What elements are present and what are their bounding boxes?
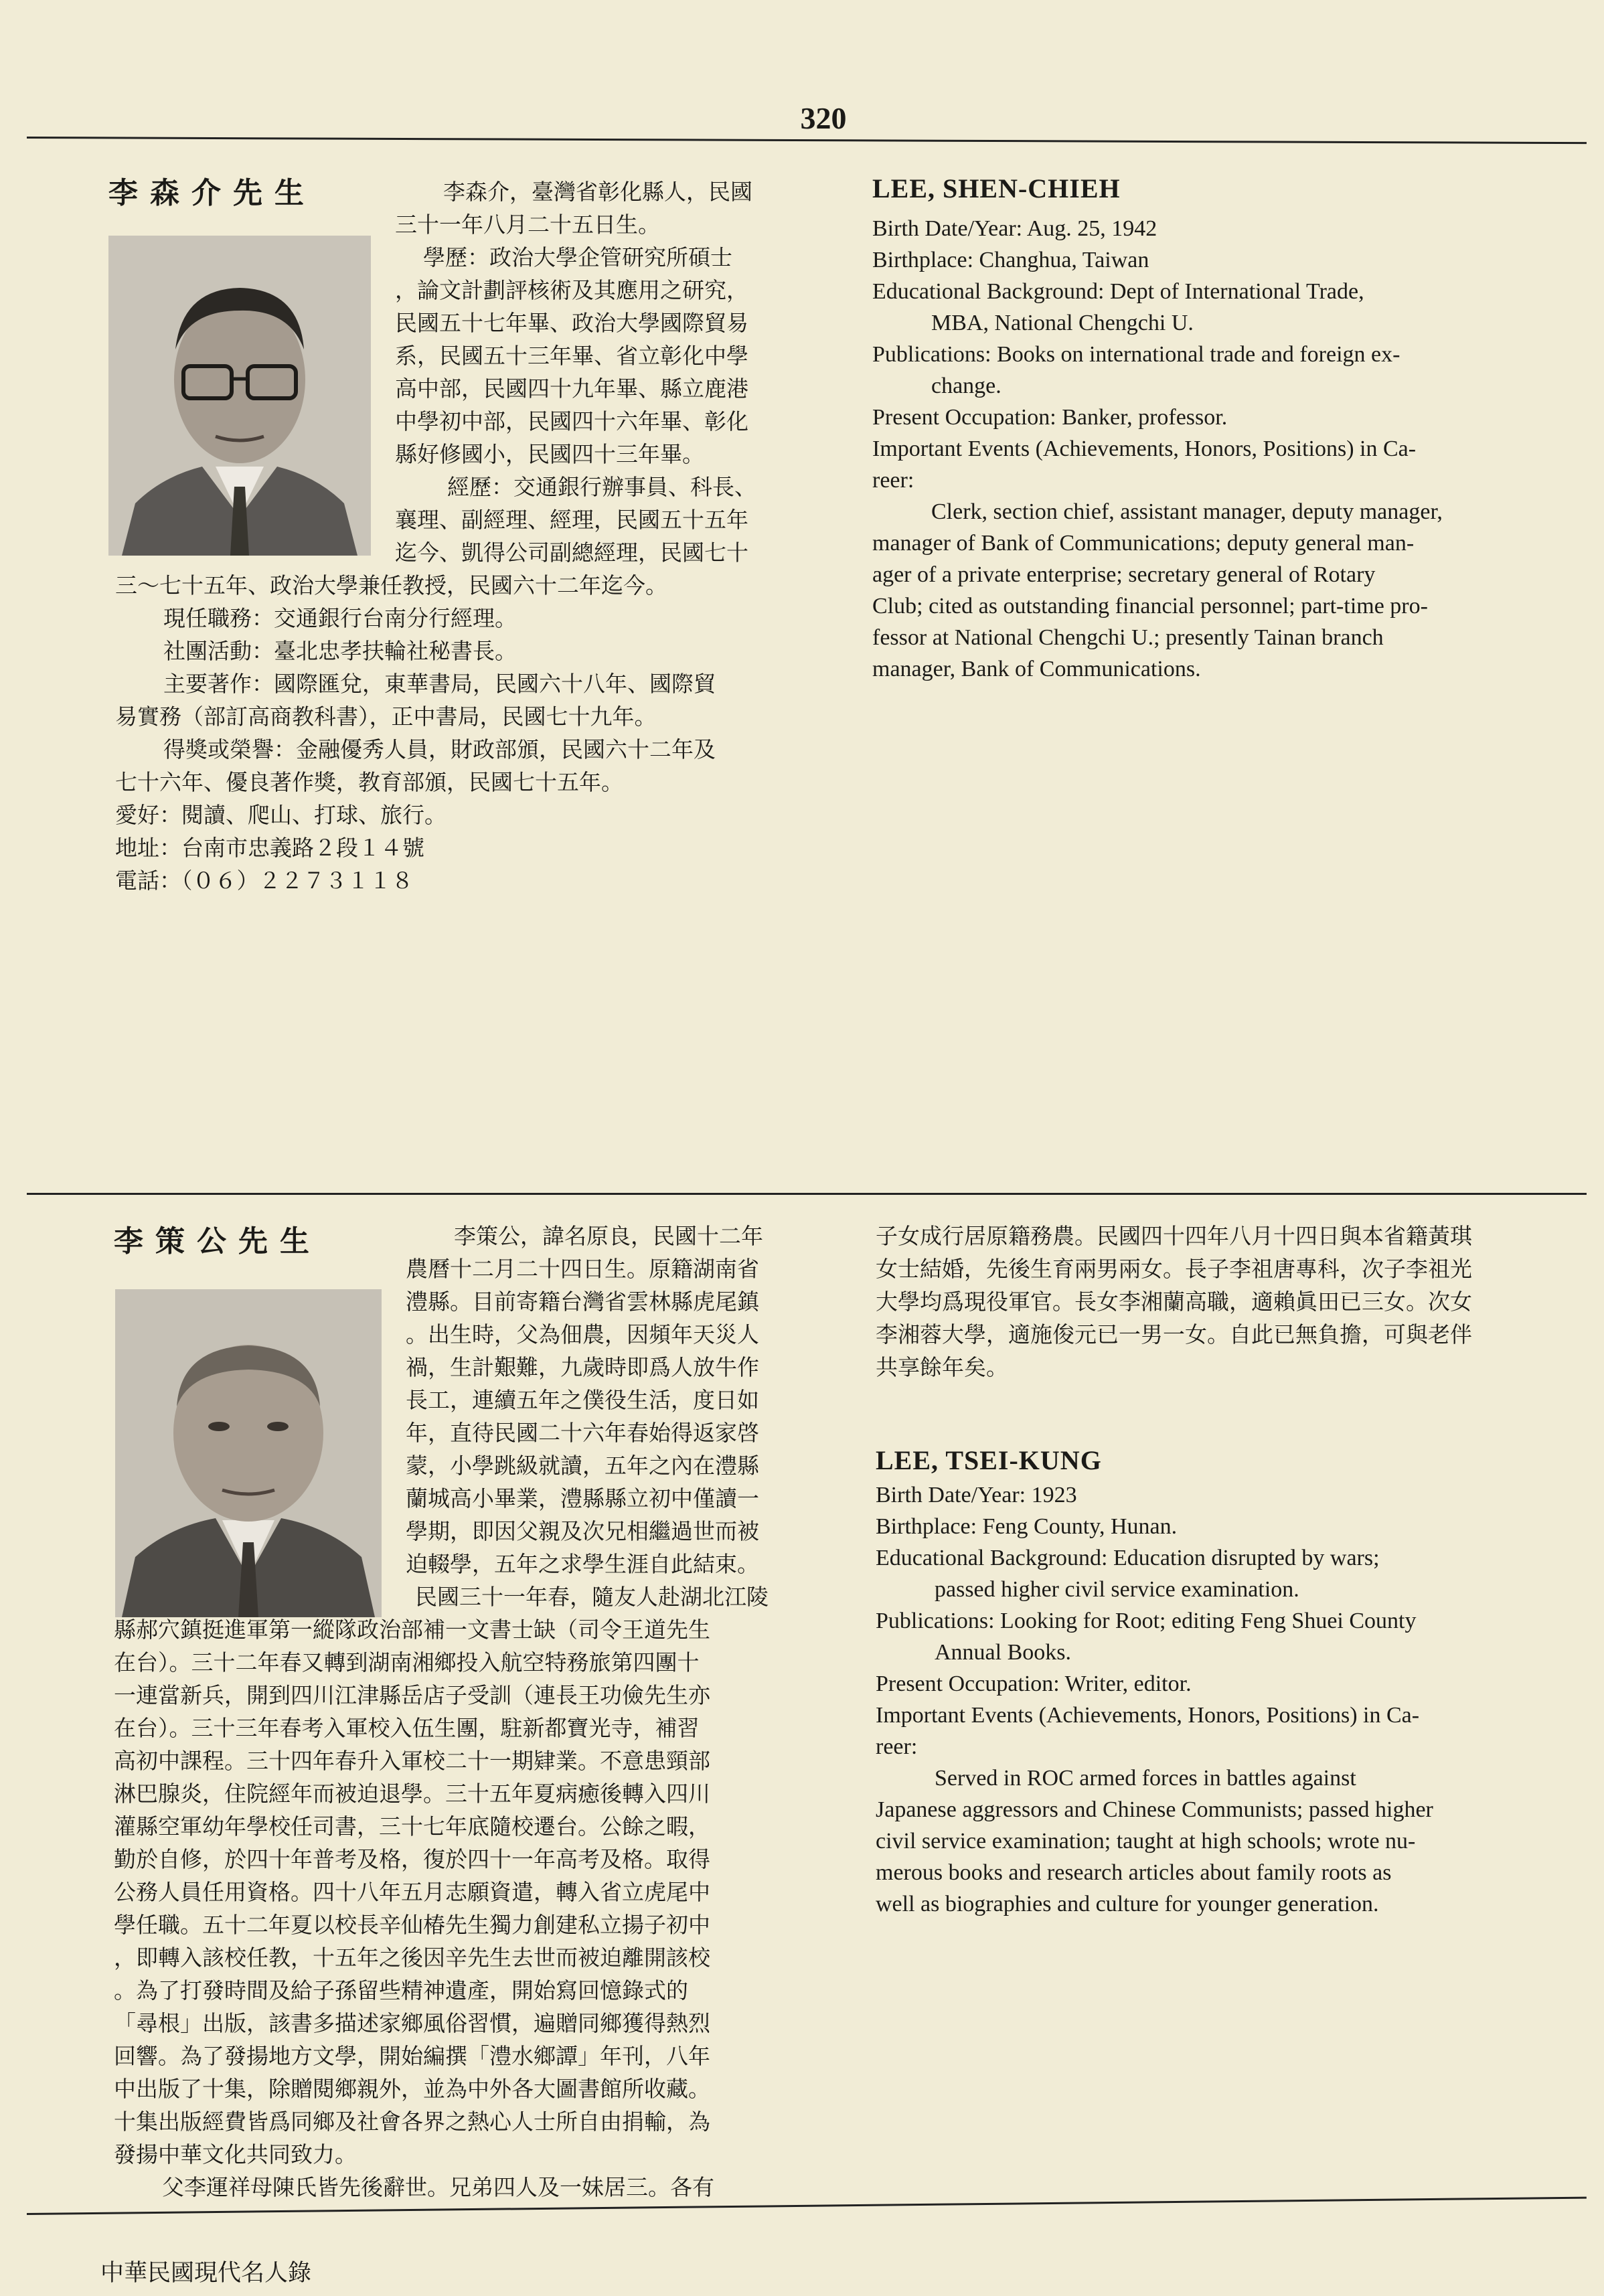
bio-line: Annual Books.	[935, 1640, 1071, 1665]
bio-line: 澧縣。目前寄籍台灣省雲林縣虎尾鎮	[406, 1289, 759, 1315]
bio-line: 民國五十七年畢、政治大學國際貿易	[395, 310, 748, 336]
bio-line: Publications: Books on international trade and foreign ex-	[872, 342, 1400, 367]
bio-line: Served in ROC armed forces in battles against	[935, 1766, 1356, 1791]
bio-line: 縣郝穴鎮挺進軍第一縱隊政治部補一文書士缺（司令王道先生	[114, 1617, 710, 1643]
entry2-zh-bio-continued	[876, 1220, 1565, 1384]
bio-line: 中出版了十集，除贈閱鄉親外，並為中外各大圖書館所收藏。	[114, 2076, 710, 2102]
entry2-en-name: LEE, TSEI-KUNG	[876, 1445, 1102, 1475]
bio-line: 淋巴腺炎，住院經年而被迫退學。三十五年夏病癒後轉入四川	[114, 1781, 710, 1807]
bio-line: 蒙，小學跳級就讀，五年之內在澧縣	[406, 1453, 759, 1479]
bio-line: reer:	[876, 1734, 918, 1759]
bio-line: 禍，生計艱難，九歲時即爲人放牛作	[406, 1354, 759, 1380]
bio-line: Educational Background: Education disrupted by wars;	[876, 1546, 1380, 1570]
bio-line: Present Occupation: Writer, editor.	[876, 1671, 1192, 1696]
bio-line: MBA, National Chengchi U.	[931, 311, 1194, 335]
entry2-zh-bio	[114, 1220, 823, 2204]
bio-line: 。為了打發時間及給子孫留些精神遺產，開始寫回憶錄式的	[114, 1977, 688, 2003]
bio-line: 迄今、凱得公司副總經理，民國七十	[395, 540, 748, 566]
bio-line: 三十一年八月二十五日生。	[395, 212, 660, 238]
bio-line: Birth Date/Year: 1923	[876, 1483, 1077, 1507]
bio-line: 蘭城高小畢業，澧縣縣立初中僅讀一	[406, 1485, 759, 1511]
bio-line: 學歷：政治大學企管研究所碩士	[423, 244, 732, 270]
bio-line: Birth Date/Year: Aug. 25, 1942	[872, 216, 1157, 241]
entry2-zh-name: 李策公先生	[114, 1224, 321, 1258]
bio-line: fessor at National Chengchi U.; presently Tainan branch	[872, 625, 1384, 650]
bio-line: Educational Background: Dept of International Trade,	[872, 279, 1364, 304]
bio-line: ，即轉入該校任教，十五年之後因辛先生去世而被迫離開該校	[114, 1945, 710, 1971]
bio-line: 子女成行居原籍務農。民國四十四年八月十四日與本省籍黃琪	[876, 1223, 1472, 1249]
bio-line: 女士結婚，先後生育兩男兩女。長子李祖唐專科，次子李祖光	[876, 1256, 1472, 1282]
bio-line: 學任職。五十二年夏以校長辛仙椿先生獨力創建私立揚子初中	[114, 1912, 710, 1938]
bio-line: 大學均爲現役軍官。長女李湘蘭高職，適賴眞田已三女。次女	[876, 1289, 1472, 1315]
bio-line: reer:	[872, 468, 914, 493]
entry1-en-bio	[872, 213, 1562, 685]
bio-line: 農曆十二月二十四日生。原籍湖南省	[406, 1256, 759, 1282]
bio-line: Publications: Looking for Root; editing Feng Shuei County	[876, 1609, 1417, 1633]
book-title-footer: 中華民國現代名人錄	[100, 2260, 312, 2287]
bio-line: Clerk, section chief, assistant manager, deputy manager,	[931, 499, 1443, 524]
section-divider	[27, 1193, 1587, 1195]
bio-line: ，論文計劃評核術及其應用之研究，	[395, 277, 748, 303]
bio-line: 系，民國五十三年畢、省立彰化中學	[395, 343, 748, 369]
bio-line: 共享餘年矣。	[876, 1354, 1008, 1380]
bio-line: well as biographies and culture for younger generation.	[876, 1892, 1379, 1916]
bio-line: merous books and research articles about family roots as	[876, 1860, 1392, 1885]
bio-line: civil service examination; taught at high schools; wrote nu-	[876, 1829, 1416, 1854]
bio-line: 中學初中部，民國四十六年畢、彰化	[395, 408, 748, 434]
bio-line: 主要著作：國際匯兌，東華書局，民國六十八年、國際貿	[163, 671, 716, 697]
bio-line: Japanese aggressors and Chinese Communists; passed higher	[876, 1797, 1433, 1822]
bio-line: 三～七十五年、政治大學兼任教授，民國六十二年迄今。	[115, 572, 667, 598]
bio-line: 。出生時，父為佃農，因頻年天災人	[406, 1321, 759, 1347]
bio-line: 愛好：閱讀、爬山、打球、旅行。	[115, 802, 447, 828]
bio-line: 得獎或榮譽：金融優秀人員，財政部頒，民國六十二年及	[163, 736, 716, 762]
bio-line: 學期，即因父親及次兄相繼過世而被	[406, 1518, 759, 1544]
bio-line: 易實務（部訂高商教科書），正中書局，民國七十九年。	[115, 704, 657, 730]
bio-line: 襄理、副經理、經理，民國五十五年	[395, 507, 748, 533]
bio-line: 縣好修國小，民國四十三年畢。	[395, 441, 704, 467]
bio-line: 「尋根」出版，該書多描述家鄉風俗習慣，遍贈同鄉獲得熱烈	[114, 2010, 710, 2036]
bio-line: 地址：台南市忠義路２段１４號	[115, 835, 424, 861]
bio-line: 李森介，臺灣省彰化縣人，民國	[443, 179, 752, 205]
bio-line: 高中部，民國四十九年畢、縣立鹿港	[395, 376, 748, 402]
bio-line: Important Events (Achievements, Honors, Positions) in Ca-	[876, 1703, 1420, 1728]
bio-line: 回響。為了發揚地方文學，開始編撰「澧水鄉譚」年刊，八年	[114, 2043, 710, 2069]
bio-line: Club; cited as outstanding financial personnel; part-time pro-	[872, 594, 1428, 619]
bio-line: passed higher civil service examination.	[935, 1577, 1299, 1602]
entry2-en-bio	[876, 1479, 1565, 1920]
bio-line: 發揚中華文化共同致力。	[114, 2141, 357, 2167]
bio-line: 社團活動：臺北忠孝扶輪社秘書長。	[163, 638, 517, 664]
bio-line: 在台）。三十三年春考入軍校入伍生團，駐新都寶光寺，補習	[114, 1715, 700, 1741]
bio-line: 公務人員任用資格。四十八年五月志願資遣，轉入省立虎尾中	[114, 1879, 710, 1905]
entry1-en-name: LEE, SHEN-CHIEH	[872, 173, 1121, 203]
bio-line: 高初中課程。三十四年春升入軍校二十一期肄業。不意患頸部	[114, 1748, 710, 1774]
bio-line: 在台）。三十二年春又轉到湖南湘鄉投入航空特務旅第四團十	[114, 1649, 700, 1675]
bio-line: Present Occupation: Banker, professor.	[872, 405, 1228, 430]
bio-line: Important Events (Achievements, Honors, Positions) in Ca-	[872, 436, 1417, 461]
page-number: 320	[800, 101, 847, 135]
bio-line: 勤於自修，於四十年普考及格，復於四十一年高考及格。取得	[114, 1846, 710, 1872]
bio-line: Birthplace: Feng County, Hunan.	[876, 1514, 1178, 1539]
bio-line: 十集出版經費皆爲同鄉及社會各界之熱心人士所自由捐輸，為	[114, 2109, 710, 2135]
bio-line: ager of a private enterprise; secretary general of Rotary	[872, 562, 1376, 587]
bio-line: Birthplace: Changhua, Taiwan	[872, 248, 1149, 272]
bio-line: 迫輟學，五年之求學生涯自此結束。	[406, 1551, 759, 1577]
bio-line: manager of Bank of Communications; deputy general man-	[872, 531, 1415, 556]
bio-line: 七十六年、優良著作獎，教育部頒，民國七十五年。	[115, 769, 623, 795]
bio-line: 父李運祥母陳氏皆先後辭世。兄弟四人及一妹居三。各有	[162, 2174, 714, 2200]
bio-line: 年，直待民國二十六年春始得返家啓	[406, 1420, 759, 1446]
bio-line: 現任職務：交通銀行台南分行經理。	[163, 605, 517, 631]
bio-line: change.	[931, 374, 1001, 398]
bio-line: 經歷：交通銀行辦事員、科長、	[447, 474, 756, 500]
bio-line: 李策公，諱名原良，民國十二年	[454, 1223, 763, 1249]
entry1-zh-name: 李森介先生	[108, 176, 316, 210]
bio-line: 灌縣空軍幼年學校任司書，三十七年底隨校遷台。公餘之暇，	[114, 1813, 710, 1839]
entry1-zh-bio	[108, 175, 818, 897]
bio-line: 民國三十一年春，隨友人赴湖北江陵	[415, 1584, 769, 1610]
bio-line: 長工，連續五年之僕役生活，度日如	[406, 1387, 759, 1413]
header-rule	[27, 137, 1587, 144]
bio-line: 一連當新兵，開到四川江津縣岳店子受訓（連長王功儉先生亦	[114, 1682, 710, 1708]
bio-line: 李湘蓉大學，適施俊元已一男一女。自此已無負擔，可與老伴	[876, 1321, 1472, 1347]
bio-line: 電話：（０６）２２７３１１８	[115, 868, 414, 894]
bio-line: manager, Bank of Communications.	[872, 657, 1201, 681]
